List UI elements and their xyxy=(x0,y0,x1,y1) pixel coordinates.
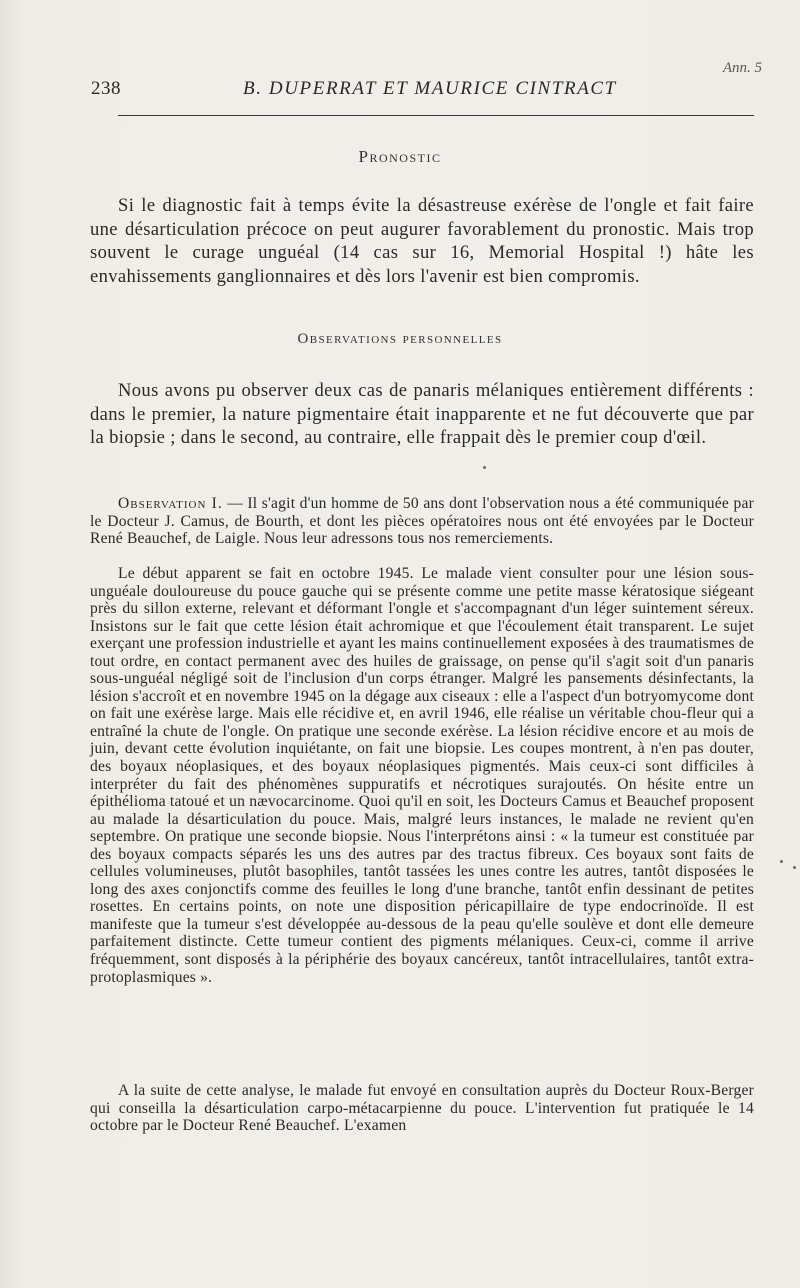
pronostic-paragraph: Si le diagnostic fait à temps évite la désastreuse exérèse de l'ongle et fait faire une désarticulation précoce on peut augurer favorablement du pronostic. Mais trop souvent le curage unguéal (14 cas sur 16, Memorial Hospital !) hâte les envahissements ganglionnaires et dès lors l'avenir est bien compromis. xyxy=(90,195,754,287)
observation-label: Observation I. xyxy=(118,495,223,512)
running-title: B. DUPERRAT ET MAURICE CINTRACT xyxy=(243,78,617,99)
observation-paragraph-2: Le début apparent se fait en octobre 1945. Le malade vient consulter pour une lésion sous-unguéale douloureuse du pouce gauche qui se présente comme une petite masse kératosique siégeant près du sillon externe, relevant et déformant l'ongle et s'accompagnant d'un léger suintement séreux. Insistons sur le fait que cette lésion était achromique et que l'écoulement était transparent. Le sujet exerçant une profession industrielle et ayant les mains continuellement exposées à des traumatismes de tout ordre, en contact permanent avec des huiles de graissage, on pense qu'il s'agit soit d'un panaris sous-unguéal négligé soit de l'inclusion d'un corps étranger. Malgré les pansements désinfectants, la lésion s'accroît et en novembre 1945 on la dégage aux ciseaux : elle a l'aspect d'un botryomycome dont on fait une exérèse large. Mais elle récidive et, en avril 1946, elle réalise un véritable chou-fleur qui a entraîné la chute de l'ongle. On pratique une seconde exérèse. La lésion récidive encore et au mois de juin, devant cette évolution inquiétante, on fait une biopsie. Les coupes montrent, à n'en pas douter, des boyaux néoplasiques, et des boyaux néoplasiques pigmentés. Mais ceux-ci sont difficiles à interpréter du fait des phénomènes suppuratifs et nécrotiques surajoutés. On hésite entre un épithélioma tatoué et un nævocarcinome. Quoi qu'il en soit, les Docteurs Camus et Beauchef proposent au malade la désarticulation du pouce. Mais, malgré leurs instances, le malade ne revient qu'en septembre. On pratique une seconde biopsie. Nous l'interprétons ainsi : « la tumeur est constituée par des boyaux compacts séparés les uns des autres par des tractus fibreux. Ces boyaux sont faits de cellules volumineuses, plutôt basophiles, tantôt tassées les unes contre les autres, tantôt disposées le long des axes conjonctifs comme des feuilles le long d'une branche, tantôt enfin dessinant de petites rosettes. En certains points, on note une disposition péricapillaire de type endocrinoïde. Il est manifeste que la tumeur s'est développée au-dessous de la peau qu'elle soulève et dont elle demeure parfaitement distincte. Cette tumeur contient des pigments mélaniques. Ceux-ci, comme il arrive fréquemment, sont disposés à la périphérie des boyaux cancéreux, tantôt intracellulaires, tantôt extra-protoplasmiques ». xyxy=(90,565,754,986)
observation-paragraph-1 xyxy=(90,495,754,548)
margin-annotation: Ann. 5 xyxy=(722,60,762,76)
header-rule xyxy=(118,115,754,116)
paper-speck xyxy=(483,466,486,469)
page-number: 238 xyxy=(91,78,121,99)
section-title-observations: Observations personnelles xyxy=(297,331,503,347)
section-title-pronostic: Pronostic xyxy=(358,147,442,166)
paper-speck xyxy=(793,866,796,869)
observation-paragraph-3: A la suite de cette analyse, le malade fut envoyé en consultation auprès du Docteur Roux-Berger qui conseilla la désarticulation carpo-métacarpienne du pouce. L'intervention fut pratiquée le 14 octobre par le Docteur René Beauchef. L'examen xyxy=(90,1082,754,1135)
page-header xyxy=(91,78,753,104)
observation-paragraph-1-text: — Il s'agit d'un homme de 50 ans dont l'observation nous a été communiquée par le Docteur J. Camus, de Bourth, et dont les pièces opératoires nous ont été envoyées par le Docteur René Beauchef, de Laigle. Nous leur adressons tous nos remerciements. xyxy=(90,495,754,548)
paper-speck xyxy=(780,860,783,863)
observations-intro-paragraph: Nous avons pu observer deux cas de panaris mélaniques entièrement différents : dans le premier, la nature pigmentaire était inapparente et ne fut découverte que par la biopsie ; dans le second, au contraire, elle frappait dès le premier coup d'œil. xyxy=(90,380,754,448)
